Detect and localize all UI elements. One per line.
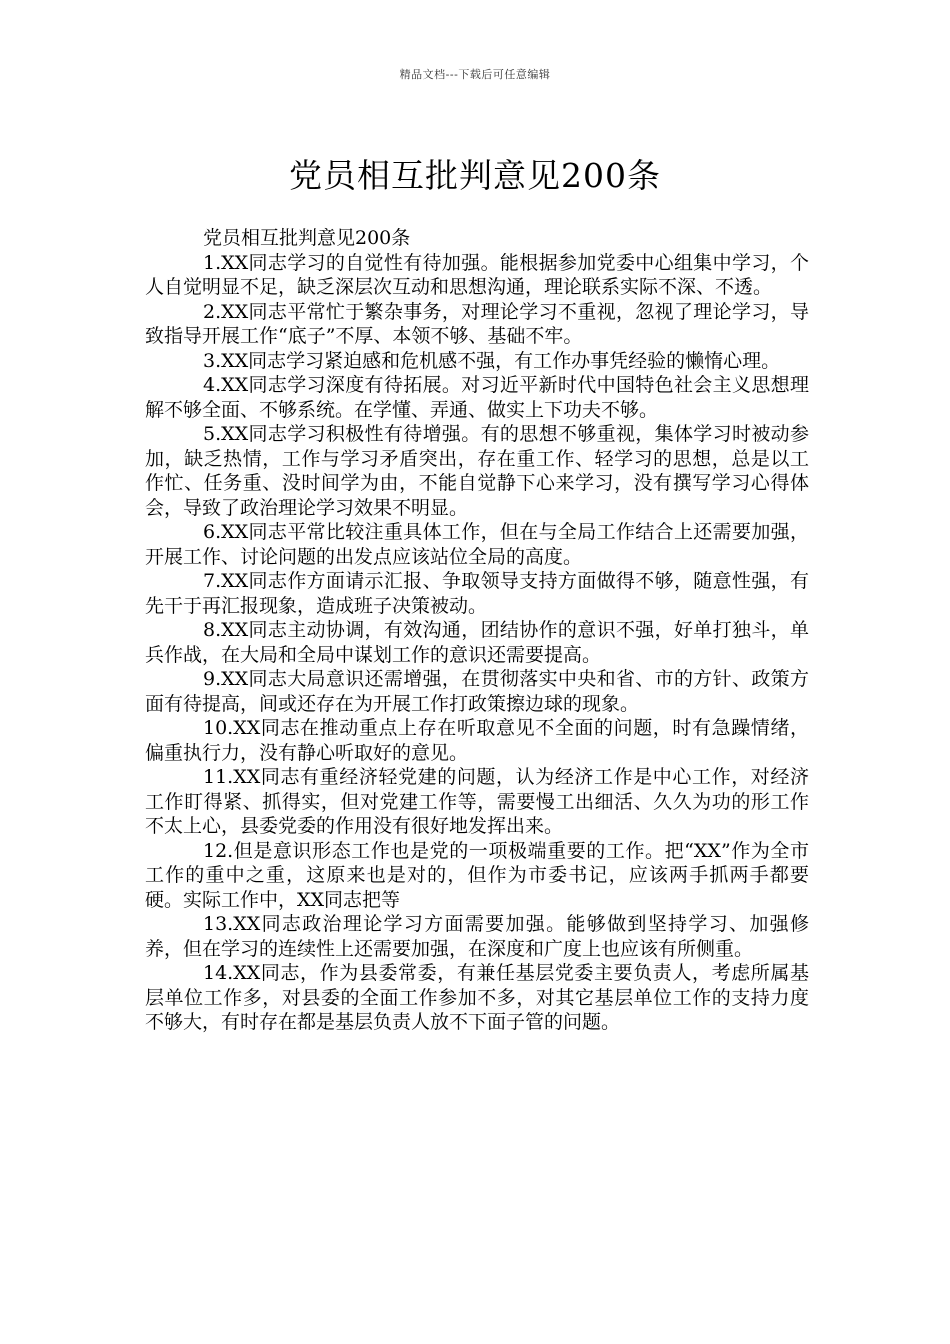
document-subtitle: 党员相互批判意见200条	[203, 227, 411, 249]
criticism-item-13: 13.XX同志政治理论学习方面需要加强。能够做到坚持学习、加强修养，但在学习的连续性上还需要加强，在深度和广度上也应该有所侧重。	[145, 913, 809, 960]
document-body	[145, 226, 809, 1035]
criticism-item-4: 4.XX同志学习深度有待拓展。对习近平新时代中国特色社会主义思想理解不够全面、不够系统。在学懂、弄通、做实上下功夫不够。	[145, 374, 809, 421]
criticism-item-2: 2.XX同志平常忙于繁杂事务，对理论学习不重视，忽视了理论学习，导致指导开展工作“底子”不厚、本领不够、基础不牢。	[145, 300, 809, 347]
criticism-item-7: 7.XX同志作方面请示汇报、争取领导支持方面做得不够，随意性强，有先干于再汇报现象，造成班子决策被动。	[145, 570, 809, 617]
document-title: 党员相互批判意见200条	[289, 156, 661, 196]
criticism-item-6: 6.XX同志平常比较注重具体工作，但在与全局工作结合上还需要加强，开展工作、讨论问题的出发点应该站位全局的高度。	[145, 521, 809, 568]
criticism-item-9: 9.XX同志大局意识还需增强，在贯彻落实中央和省、市的方针、政策方面有待提高，间或还存在为开展工作打政策擦边球的现象。	[145, 668, 809, 715]
header-note: 精品文档---下载后可任意编辑	[399, 68, 551, 81]
criticism-item-8: 8.XX同志主动协调，有效沟通，团结协作的意识不强，好单打独斗，单兵作战，在大局和全局中谋划工作的意识还需要提高。	[145, 619, 809, 666]
criticism-item-11: 11.XX同志有重经济轻党建的问题，认为经济工作是中心工作，对经济工作盯得紧、抓得实，但对党建工作等，需要慢工出细活、久久为功的形工作不太上心，县委党委的作用没有很好地发挥出来。	[145, 766, 809, 837]
criticism-item-5: 5.XX同志学习积极性有待增强。有的思想不够重视，集体学习时被动参加，缺乏热情，工作与学习矛盾突出，存在重工作、轻学习的思想，总是以工作忙、任务重、没时间学为由，不能自觉静下心来学习，没有撰写学习心得体会，导致了政治理论学习效果不明显。	[145, 423, 809, 519]
criticism-item-12: 12.但是意识形态工作也是党的一项极端重要的工作。把“XX”作为全市工作的重中之重，这原来也是对的，但作为市委书记，应该两手抓两手都要硬。实际工作中，XX同志把等	[145, 839, 809, 911]
criticism-item-10: 10.XX同志在推动重点上存在听取意见不全面的问题，时有急躁情绪，偏重执行力，没有静心听取好的意见。	[145, 717, 809, 764]
criticism-item-14: 14.XX同志，作为县委常委，有兼任基层党委主要负责人，考虑所属基层单位工作多，对县委的全面工作参加不多，对其它基层单位工作的支持力度不够大，有时存在都是基层负责人放不下面子管的问题。	[145, 962, 809, 1033]
criticism-item-3: 3.XX同志学习紧迫感和危机感不强，有工作办事凭经验的懒惰心理。	[203, 349, 781, 372]
criticism-item-1: 1.XX同志学习的自觉性有待加强。能根据参加党委中心组集中学习，个人自觉明显不足，缺乏深层次互动和思想沟通，理论联系实际不深、不透。	[145, 251, 809, 298]
